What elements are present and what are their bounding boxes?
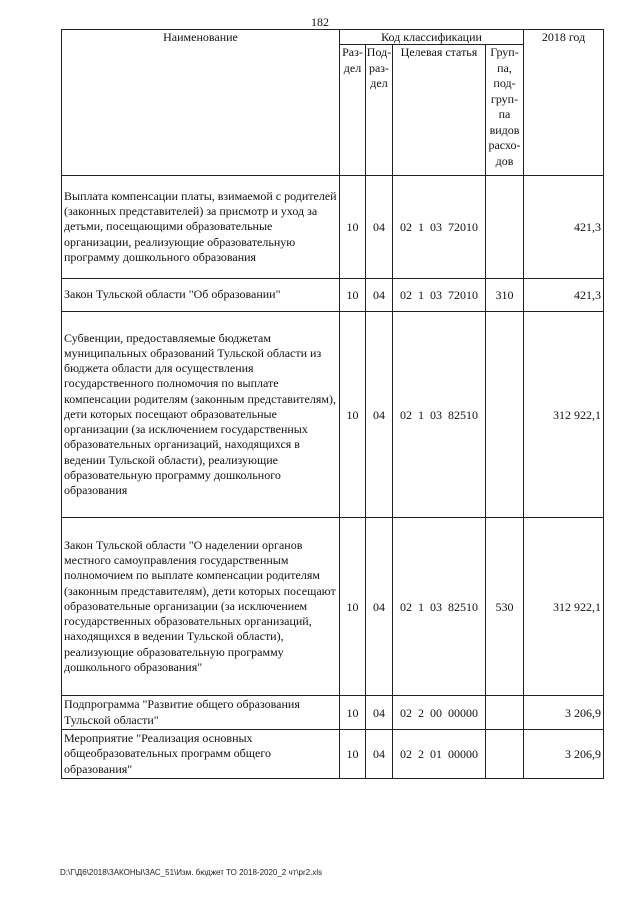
row-target: 02 2 01 00000 xyxy=(393,730,486,779)
row-target: 02 1 03 72010 xyxy=(393,279,486,312)
row-podrazdel: 04 xyxy=(366,518,393,696)
row-group xyxy=(486,176,524,279)
header-row-1 xyxy=(62,30,604,45)
page-number: 182 xyxy=(311,15,329,29)
row-group xyxy=(486,696,524,730)
header-target: Целевая статья xyxy=(393,45,486,176)
row-name: Выплата компенсации платы, взимаемой с родителей (законных представителей) за присмотр и уход за детьми, посещающими образовательные организации, реализующие образовательную программу дошкольного образования xyxy=(62,176,340,279)
row-target: 02 1 03 72010 xyxy=(393,176,486,279)
row-razdel: 10 xyxy=(340,279,366,312)
header-podrazdel: Под- раз- дел xyxy=(366,45,393,176)
row-podrazdel: 04 xyxy=(366,176,393,279)
row-podrazdel: 04 xyxy=(366,696,393,730)
header-name: Наименование xyxy=(62,30,340,176)
header-year: 2018 год xyxy=(524,30,604,176)
table-row xyxy=(62,312,604,518)
header-classification: Код классификации xyxy=(340,30,524,45)
row-amount: 312 922,1 xyxy=(524,312,604,518)
row-group xyxy=(486,312,524,518)
file-path-footer: D:\Г\Д6\2018\ЗАКОНЫ\ЗАС_51\Изм. бюджет ТО 2018-2020_2 чт\pr2.xls xyxy=(60,868,323,877)
row-name: Мероприятие "Реализация основных общеобразовательных программ общего образования" xyxy=(62,730,340,779)
row-name: Закон Тульской области "О наделении органов местного самоуправления государственным полномочием по выплате компенсации родителям (законным представителям), дети которых посещают образовательные организации (за исключением государственных образовательных организаций, находящихся в ведении Тульской области), реализующие образовательную программу дошкольного образования" xyxy=(62,518,340,696)
row-target: 02 1 03 82510 xyxy=(393,312,486,518)
row-podrazdel: 04 xyxy=(366,279,393,312)
row-amount: 421,3 xyxy=(524,279,604,312)
row-razdel: 10 xyxy=(340,312,366,518)
table-row xyxy=(62,696,604,730)
row-group xyxy=(486,730,524,779)
row-razdel: 10 xyxy=(340,518,366,696)
row-razdel: 10 xyxy=(340,730,366,779)
row-group: 530 xyxy=(486,518,524,696)
row-name: Субвенции, предоставляемые бюджетам муниципальных образований Тульской области из бюджета области для осуществления государственного полномочия по выплате компенсации родителям (законным представителям), дети которых посещают образовательные организации (за исключением государственных образовательных организаций, находящихся в ведении Тульской области), реализующие образовательную программу дошкольного образования xyxy=(62,312,340,518)
table-row xyxy=(62,518,604,696)
row-razdel: 10 xyxy=(340,696,366,730)
row-amount: 312 922,1 xyxy=(524,518,604,696)
table-row xyxy=(62,279,604,312)
row-amount: 421,3 xyxy=(524,176,604,279)
row-target: 02 1 03 82510 xyxy=(393,518,486,696)
row-name: Подпрограмма "Развитие общего образования Тульской области" xyxy=(62,696,340,730)
row-amount: 3 206,9 xyxy=(524,696,604,730)
header-group: Груп- па, под- груп- па видов расхо- дов xyxy=(486,45,524,176)
row-amount: 3 206,9 xyxy=(524,730,604,779)
row-podrazdel: 04 xyxy=(366,730,393,779)
table-row xyxy=(62,176,604,279)
row-group: 310 xyxy=(486,279,524,312)
budget-table xyxy=(61,29,604,779)
table-row xyxy=(62,730,604,779)
row-razdel: 10 xyxy=(340,176,366,279)
row-name: Закон Тульской области "Об образовании" xyxy=(62,279,340,312)
row-target: 02 2 00 00000 xyxy=(393,696,486,730)
header-razdel: Раз- дел xyxy=(340,45,366,176)
row-podrazdel: 04 xyxy=(366,312,393,518)
